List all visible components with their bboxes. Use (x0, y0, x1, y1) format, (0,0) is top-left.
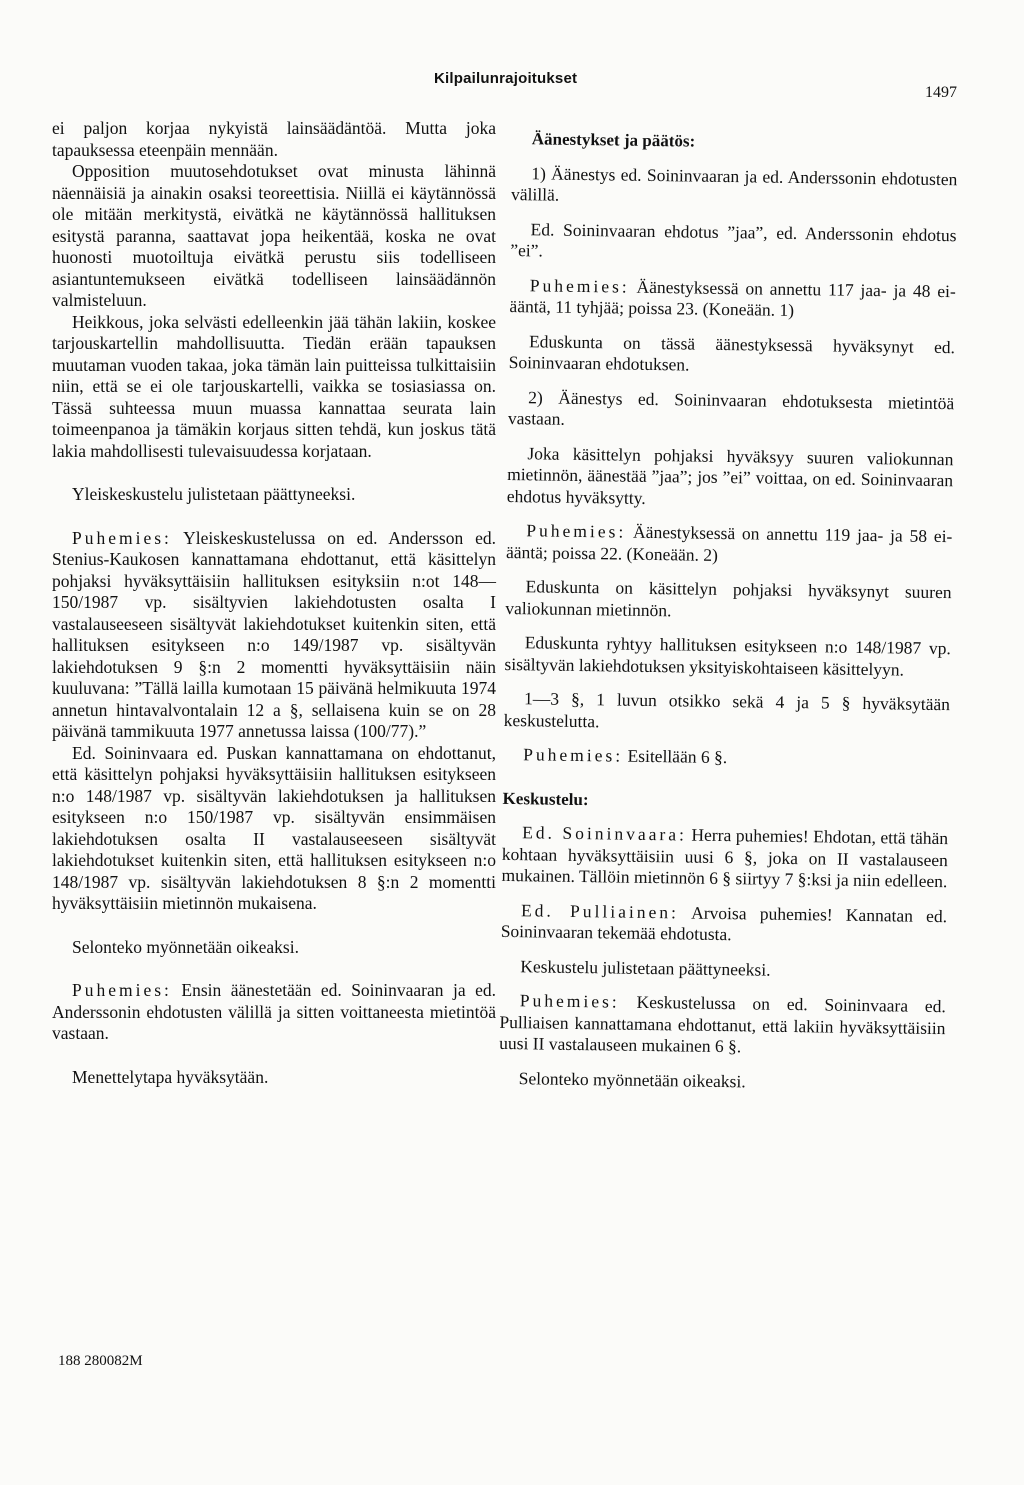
paragraph: 1) Äänestys ed. Soininvaaran ja ed. Anderssonin ehdotusten välillä. (510, 162, 958, 205)
paragraph: Heikkous, joka selvästi edelleenkin jää tähän lakiin, koskee tarjouskartellin mahdollisuutta. Tiedän erään tapauksen muutaman vuoden takaa, joka tämän lain puitteissa tulkittaisiin niin, että se ei ole tarjouskartelli, vaikka se tosiasiassa on. Tässä suhteessa muun muassa kannattaa seurata lain toimeenpanoa ja tämäkin korjaus sitten tehdä, kun joskus tätä lakia mahdollisesti tulevaisuudessa korjataan. (52, 311, 496, 461)
paragraph: Eduskunta ryhtyy hallituksen esitykseen n:o 148/1987 vp. sisältyvän lakiehdotuksen yksityiskohtaiseen käsittelyyn. (504, 632, 951, 680)
speaker-name: Puhemies: (519, 990, 620, 1012)
speech-text: Herra puhemies! Ehdotan, että tähän kohtaan hyväksyttäisiin uusi 6 §, joka on II vastalauseen mukainen. Tällöin mietinnön 6 § siirtyy 7 §:ksi ja niin edelleen. (501, 824, 949, 892)
speaker-name: Puhemies: (72, 980, 172, 1000)
right-column (499, 128, 958, 1095)
speaker-paragraph (52, 980, 496, 1045)
speaker-name: Puhemies: (529, 274, 630, 297)
speaker-paragraph (52, 528, 496, 743)
speech-text: Arvoisa puhemies! Kannatan ed. Soininvaaran tekemää ehdotusta. (500, 901, 948, 945)
speaker-name: Puhemies: (523, 744, 624, 766)
speech-text: Ensin äänestetään ed. Soininvaaran ja ed. Anderssonin ehdotusten välillä ja sitten voittaneesta mietintöä vastaan. (52, 980, 496, 1043)
speaker-paragraph (501, 899, 948, 948)
paragraph: 2) Äänestys ed. Soininvaaran ehdotuksesta mietintöä vastaan. (507, 386, 955, 429)
paragraph: Joka käsittelyn pohjaksi hyväksyy suuren valiokunnan mietinnön, äänestää ”jaa”; jos ”ei” voittaa, on ed. Soininvaaran ehdotus hyväksytty. (506, 442, 954, 508)
speaker-name: Ed. Soininvaara: (522, 822, 688, 845)
paragraph: Eduskunta on tässä äänestyksessä hyväksynyt ed. Soininvaaran ehdotuksen. (508, 330, 956, 375)
speaker-paragraph (499, 990, 946, 1061)
print-code: 188 280082M (58, 1353, 143, 1369)
paragraph: Opposition muutosehdotukset ovat minusta lähinnä näennäisiä ja ainakin osaksi teoreettisia. Niillä ei käytännössä ole mitään merkitystä, eivätkä ne käytännössä hallituksen esitystä paranna, saattavat jopa heikentää, koska ne ovat huonosti muotoiltuja eivätkä perustu siis todelliseen asiantuntemukseen eivätkä todelliseen lainsäädännön valmisteluun. (52, 161, 496, 310)
paragraph: Ed. Soininvaaran ehdotus ”jaa”, ed. Anderssonin ehdotus ”ei”. (510, 218, 957, 261)
speech-text: Äänestyksessä on annettu 119 jaa- ja 58 ei-ääntä; poissa 22. (Koneään. 2) (505, 521, 953, 565)
speaker-name: Puhemies: (72, 527, 172, 548)
page-number: 1497 (925, 84, 957, 101)
paragraph: 1—3 §, 1 luvun otsikko sekä 4 ja 5 § hyväksytään keskustelutta. (503, 688, 951, 731)
running-header: Kilpailunrajoitukset (434, 70, 578, 87)
speaker-paragraph (501, 822, 948, 893)
paragraph: Selonteko myönnetään oikeaksi. (518, 1067, 746, 1091)
speaker-paragraph (503, 744, 949, 772)
section-heading: Keskustelu: (502, 788, 589, 809)
speaker-name: Ed. Pulliainen: (520, 899, 680, 922)
section-heading: Äänestykset ja päätös: (531, 129, 696, 151)
speech-text: Yleiskeskustelussa on ed. Andersson ed. Stenius-Kaukosen kannattamana ehdottanut, että käsittelyn pohjaksi hyväksyttäisiin hallituksen esityksiin n:ot 148—150/1987 vp. sisältyvien lakiehdotusten osalta I vastalauseeseen sisältyvät lakiehdotukset kuitenkin siten, että hallituksen esitykseen n:o 149/1987 vp. sisältyvän lakiehdotuksen 9 §:n 2 momentti hyväksyttäisiin näin kuuluvana: ”Tällä lailla kumotaan 15 päivänä helmikuuta 1974 annetun hintavalvontalain 12 a §, sellaisena kuin se on 28 päivänä tammikuuta 1977 annetussa laissa (100/77).” (52, 527, 496, 741)
paragraph: Keskustelu julistetaan päättyneeksi. (520, 955, 771, 980)
speech-text: Äänestyksessä on annettu 117 jaa- ja 48 ei-ääntä, 11 tyhjää; poissa 23. (Koneään. 1) (509, 276, 956, 320)
speaker-paragraph (509, 274, 956, 323)
speech-text: Keskustelussa on ed. Soininvaara ed. Pulliaisen kannattamana ehdottanut, että lakiin hyväksyttäisiin uusi II vastalauseen mukainen 6 §. (499, 991, 946, 1057)
paragraph: Eduskunta on käsittelyn pohjaksi hyväksynyt suuren valiokunnan mietinnön. (505, 576, 952, 620)
speech-text: Esitellään 6 §. (623, 745, 728, 768)
paragraph: Ed. Soininvaara ed. Puskan kannattamana on ehdottanut, että käsittelyn pohjaksi hyväksyttäisiin hallituksen esitykseen n:o 148/1987 vp. sisältyvän lakiehdotuksen ja hallituksen esitykseen n:o 150/1987 vp. sisältyvän ensimmäisen lakiehdotuksen osalta II vastalauseeseen sisältyvät lakiehdotukset kuitenkin siten, että hallituksen esitykseen n:o 148/1987 vp. sisältyvän lakiehdotuksen 8 §:n 2 momentti hyväksyttäisiin mietinnön mukaisena. (52, 742, 496, 913)
speaker-name: Puhemies: (526, 520, 627, 542)
paragraph: Menettelytapa hyväksytään. (72, 1066, 269, 1087)
paragraph: ei paljon korjaa nykyistä lainsäädäntöä. Mutta joka tapauksessa eteenpäin mennään. (52, 118, 496, 160)
left-column (52, 118, 496, 1088)
speaker-paragraph (506, 520, 953, 569)
paragraph: Yleiskeskustelu julistetaan päättyneeksi. (72, 484, 356, 504)
paragraph: Selonteko myönnetään oikeaksi. (72, 936, 299, 957)
